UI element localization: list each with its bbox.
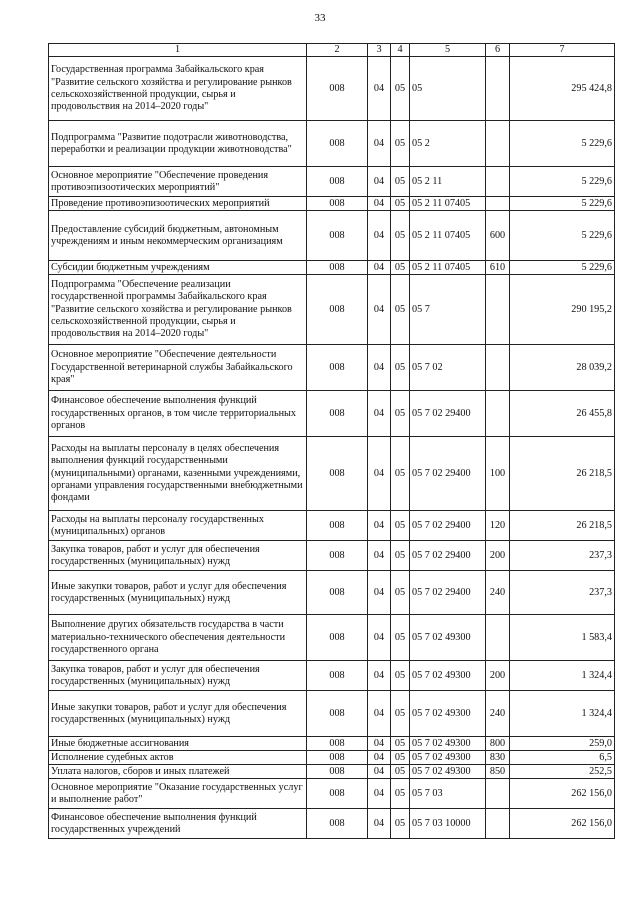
row-name: Расходы на выплаты персоналу государственных (муниципальных) органов	[49, 511, 307, 541]
row-vr	[486, 57, 510, 121]
row-csr: 05 7 02 49300	[410, 737, 486, 751]
table-row	[49, 751, 615, 765]
table-row	[49, 511, 615, 541]
row-pr: 05	[391, 57, 410, 121]
row-name: Финансовое обеспечение выполнения функций государственных учреждений	[49, 809, 307, 839]
row-pr: 05	[391, 211, 410, 261]
row-vr	[486, 615, 510, 661]
row-vr: 610	[486, 261, 510, 275]
row-name: Уплата налогов, сборов и иных платежей	[49, 765, 307, 779]
row-sum: 259,0	[510, 737, 615, 751]
col-header-gr: 2	[307, 44, 368, 57]
row-name: Иные закупки товаров, работ и услуг для обеспечения государственных (муниципальных) нужд	[49, 691, 307, 737]
row-pr: 05	[391, 391, 410, 437]
row-sum: 1 324,4	[510, 691, 615, 737]
table-row	[49, 211, 615, 261]
row-pr: 05	[391, 345, 410, 391]
row-rz: 04	[368, 571, 391, 615]
col-header-sum: 7	[510, 44, 615, 57]
row-gr: 008	[307, 57, 368, 121]
table-body	[49, 57, 615, 839]
row-csr: 05 7 02	[410, 345, 486, 391]
row-vr	[486, 809, 510, 839]
row-rz: 04	[368, 211, 391, 261]
table-row	[49, 779, 615, 809]
row-rz: 04	[368, 751, 391, 765]
row-vr: 830	[486, 751, 510, 765]
row-pr: 05	[391, 167, 410, 197]
row-csr: 05 2 11 07405	[410, 211, 486, 261]
table-row	[49, 737, 615, 751]
header-row	[49, 44, 615, 57]
row-rz: 04	[368, 809, 391, 839]
row-pr: 05	[391, 437, 410, 511]
row-vr	[486, 121, 510, 167]
row-pr: 05	[391, 275, 410, 345]
row-sum: 28 039,2	[510, 345, 615, 391]
row-vr: 120	[486, 511, 510, 541]
row-gr: 008	[307, 511, 368, 541]
row-pr: 05	[391, 261, 410, 275]
row-name: Подпрограмма "Развитие подотрасли животноводства, переработки и реализации продукции животноводства"	[49, 121, 307, 167]
table-row	[49, 809, 615, 839]
row-csr: 05 7 02 49300	[410, 765, 486, 779]
row-name: Иные закупки товаров, работ и услуг для обеспечения государственных (муниципальных) нужд	[49, 571, 307, 615]
row-name: Основное мероприятие "Оказание государственных услуг и выполнение работ"	[49, 779, 307, 809]
row-pr: 05	[391, 571, 410, 615]
row-gr: 008	[307, 737, 368, 751]
row-rz: 04	[368, 345, 391, 391]
page-number: 33	[314, 12, 326, 24]
row-vr: 240	[486, 691, 510, 737]
row-gr: 008	[307, 391, 368, 437]
row-csr: 05 7 02 29400	[410, 437, 486, 511]
row-rz: 04	[368, 391, 391, 437]
col-header-pr: 4	[391, 44, 410, 57]
row-name: Предоставление субсидий бюджетным, автономным учреждениям и иным некоммерческим организациям	[49, 211, 307, 261]
row-sum: 26 218,5	[510, 437, 615, 511]
row-csr: 05 7	[410, 275, 486, 345]
table-row	[49, 661, 615, 691]
row-vr	[486, 391, 510, 437]
row-rz: 04	[368, 511, 391, 541]
row-gr: 008	[307, 779, 368, 809]
row-name: Исполнение судебных актов	[49, 751, 307, 765]
row-name: Подпрограмма "Обеспечение реализации государственной программы Забайкальского края "Развитие сельского хозяйства и регулирование рынков сельскохозяйственной продукции, сырья и продовольствия на 2014–2020 годы"	[49, 275, 307, 345]
row-sum: 262 156,0	[510, 779, 615, 809]
row-pr: 05	[391, 751, 410, 765]
row-pr: 05	[391, 779, 410, 809]
row-vr	[486, 779, 510, 809]
row-vr: 100	[486, 437, 510, 511]
row-gr: 008	[307, 197, 368, 211]
row-name: Проведение противоэпизоотических мероприятий	[49, 197, 307, 211]
row-rz: 04	[368, 437, 391, 511]
row-rz: 04	[368, 661, 391, 691]
row-name: Финансовое обеспечение выполнения функций государственных органов, в том числе территориальных органов	[49, 391, 307, 437]
row-gr: 008	[307, 765, 368, 779]
row-csr: 05 7 02 29400	[410, 571, 486, 615]
row-vr	[486, 167, 510, 197]
row-csr: 05 7 02 29400	[410, 511, 486, 541]
row-pr: 05	[391, 661, 410, 691]
table-row	[49, 571, 615, 615]
row-rz: 04	[368, 541, 391, 571]
row-gr: 008	[307, 437, 368, 511]
row-vr: 200	[486, 541, 510, 571]
row-name: Основное мероприятие "Обеспечение деятельности Государственной ветеринарной службы Забайкальского края"	[49, 345, 307, 391]
row-sum: 5 229,6	[510, 261, 615, 275]
row-csr: 05	[410, 57, 486, 121]
row-sum: 26 455,8	[510, 391, 615, 437]
table-row	[49, 615, 615, 661]
row-csr: 05 7 02 49300	[410, 615, 486, 661]
table-row	[49, 765, 615, 779]
row-sum: 252,5	[510, 765, 615, 779]
row-gr: 008	[307, 121, 368, 167]
table-row	[49, 541, 615, 571]
row-pr: 05	[391, 197, 410, 211]
row-rz: 04	[368, 57, 391, 121]
row-gr: 008	[307, 661, 368, 691]
row-name: Закупка товаров, работ и услуг для обеспечения государственных (муниципальных) нужд	[49, 661, 307, 691]
table-row	[49, 345, 615, 391]
row-csr: 05 7 02 49300	[410, 691, 486, 737]
row-rz: 04	[368, 121, 391, 167]
row-vr	[486, 275, 510, 345]
row-csr: 05 7 03 10000	[410, 809, 486, 839]
row-vr	[486, 345, 510, 391]
row-sum: 237,3	[510, 571, 615, 615]
row-name: Выполнение других обязательств государства в части материально-технического обеспечения деятельности государственного органа	[49, 615, 307, 661]
budget-table	[48, 43, 615, 839]
row-name: Субсидии бюджетным учреждениям	[49, 261, 307, 275]
table-row	[49, 57, 615, 121]
col-header-name: 1	[49, 44, 307, 57]
row-name: Иные бюджетные ассигнования	[49, 737, 307, 751]
row-sum: 5 229,6	[510, 167, 615, 197]
row-pr: 05	[391, 809, 410, 839]
row-name: Государственная программа Забайкальского края "Развитие сельского хозяйства и регулирование рынков сельскохозяйственной продукции, сырья и продовольствия на 2014–2020 годы"	[49, 57, 307, 121]
row-gr: 008	[307, 261, 368, 275]
row-gr: 008	[307, 751, 368, 765]
col-header-rz: 3	[368, 44, 391, 57]
row-csr: 05 2	[410, 121, 486, 167]
row-name: Основное мероприятие "Обеспечение проведения противоэпизоотических мероприятий"	[49, 167, 307, 197]
row-csr: 05 2 11 07405	[410, 197, 486, 211]
row-rz: 04	[368, 275, 391, 345]
row-vr: 200	[486, 661, 510, 691]
row-csr: 05 7 02 29400	[410, 541, 486, 571]
row-sum: 5 229,6	[510, 197, 615, 211]
row-pr: 05	[391, 511, 410, 541]
row-gr: 008	[307, 167, 368, 197]
row-csr: 05 7 02 29400	[410, 391, 486, 437]
row-rz: 04	[368, 691, 391, 737]
table-row	[49, 197, 615, 211]
row-rz: 04	[368, 167, 391, 197]
row-rz: 04	[368, 261, 391, 275]
row-gr: 008	[307, 691, 368, 737]
col-header-csr: 5	[410, 44, 486, 57]
table-row	[49, 437, 615, 511]
table-row	[49, 275, 615, 345]
row-gr: 008	[307, 541, 368, 571]
row-name: Закупка товаров, работ и услуг для обеспечения государственных (муниципальных) нужд	[49, 541, 307, 571]
row-gr: 008	[307, 615, 368, 661]
row-vr: 850	[486, 765, 510, 779]
row-name: Расходы на выплаты персоналу в целях обеспечения выполнения функций государственными (муниципальными) органами, казенными учреждениями, органами управления государственными внебюджетными фондами	[49, 437, 307, 511]
row-sum: 6,5	[510, 751, 615, 765]
row-csr: 05 7 02 49300	[410, 661, 486, 691]
row-rz: 04	[368, 737, 391, 751]
row-gr: 008	[307, 571, 368, 615]
row-pr: 05	[391, 691, 410, 737]
row-sum: 262 156,0	[510, 809, 615, 839]
row-rz: 04	[368, 765, 391, 779]
table-row	[49, 391, 615, 437]
row-rz: 04	[368, 779, 391, 809]
table-row	[49, 691, 615, 737]
row-csr: 05 7 02 49300	[410, 751, 486, 765]
col-header-vr: 6	[486, 44, 510, 57]
row-rz: 04	[368, 197, 391, 211]
row-csr: 05 2 11	[410, 167, 486, 197]
table-row	[49, 121, 615, 167]
table-row	[49, 167, 615, 197]
row-pr: 05	[391, 541, 410, 571]
row-sum: 1 583,4	[510, 615, 615, 661]
row-gr: 008	[307, 809, 368, 839]
row-sum: 1 324,4	[510, 661, 615, 691]
row-vr: 800	[486, 737, 510, 751]
row-csr: 05 7 03	[410, 779, 486, 809]
row-csr: 05 2 11 07405	[410, 261, 486, 275]
row-vr: 240	[486, 571, 510, 615]
table-row	[49, 261, 615, 275]
row-sum: 295 424,8	[510, 57, 615, 121]
row-gr: 008	[307, 345, 368, 391]
row-gr: 008	[307, 211, 368, 261]
row-vr	[486, 197, 510, 211]
row-pr: 05	[391, 615, 410, 661]
row-rz: 04	[368, 615, 391, 661]
row-pr: 05	[391, 121, 410, 167]
row-sum: 5 229,6	[510, 121, 615, 167]
row-gr: 008	[307, 275, 368, 345]
row-sum: 26 218,5	[510, 511, 615, 541]
row-sum: 290 195,2	[510, 275, 615, 345]
row-pr: 05	[391, 765, 410, 779]
row-sum: 237,3	[510, 541, 615, 571]
row-sum: 5 229,6	[510, 211, 615, 261]
row-vr: 600	[486, 211, 510, 261]
row-pr: 05	[391, 737, 410, 751]
